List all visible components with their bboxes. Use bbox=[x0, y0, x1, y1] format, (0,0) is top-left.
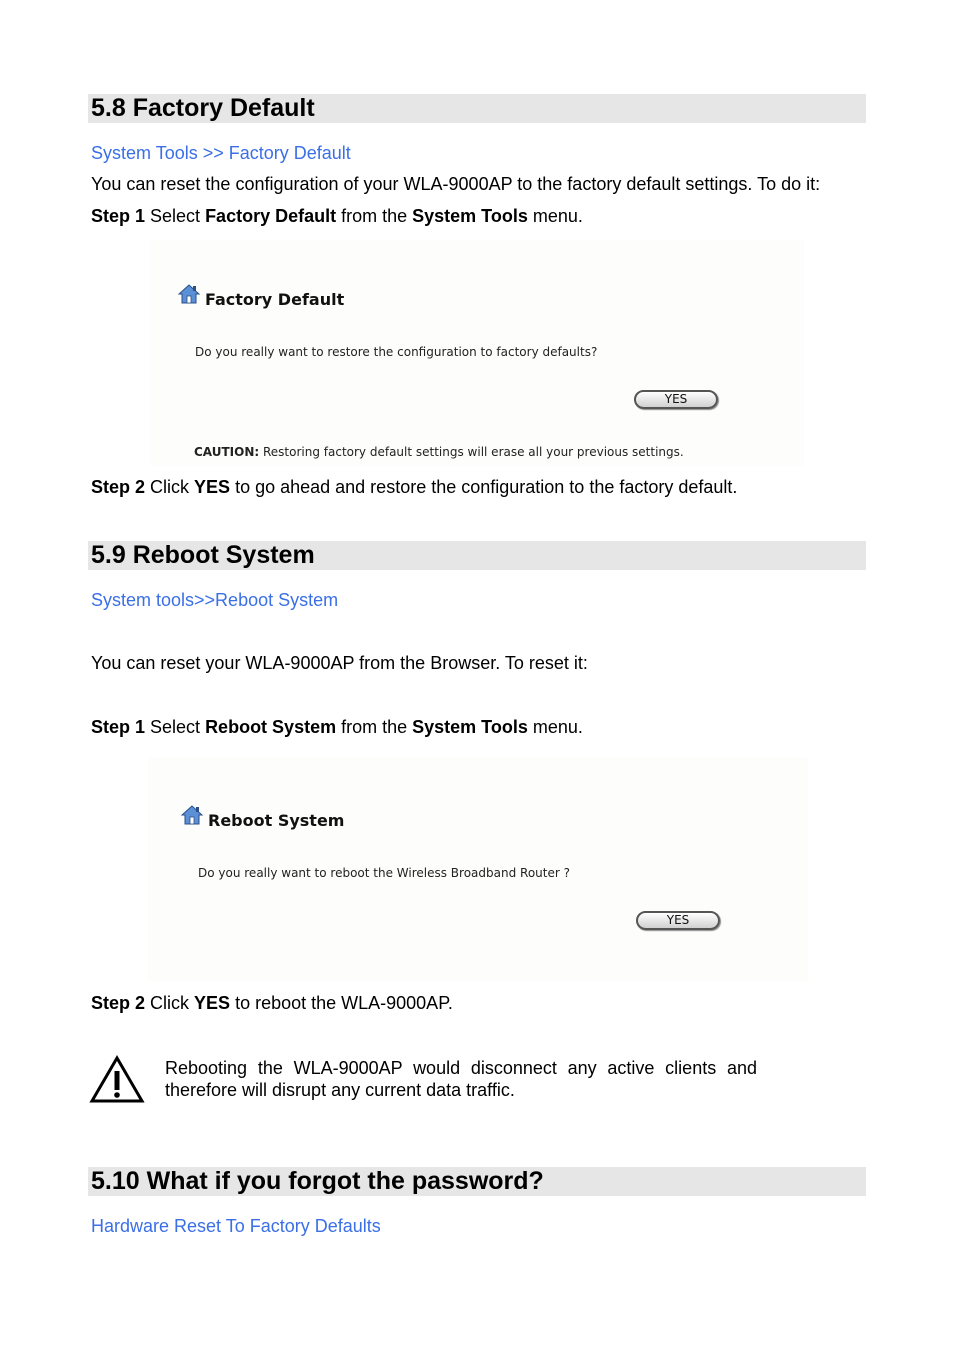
step-bold: Factory Default bbox=[205, 206, 337, 226]
step-label: Step 2 bbox=[91, 477, 146, 497]
home-icon bbox=[178, 284, 200, 304]
screenshot-question: Do you really want to reboot the Wireless Broadband Router ? bbox=[198, 866, 570, 880]
step-bold: YES bbox=[194, 477, 231, 497]
step-text: Select bbox=[145, 206, 206, 226]
step-label: Step 1 bbox=[91, 206, 146, 226]
warning-note: Rebooting the WLA-9000AP would disconnect any active clients and therefore will disrupt any current data traffic. bbox=[165, 1058, 757, 1100]
warning-icon bbox=[89, 1055, 145, 1103]
yes-button[interactable]: YES bbox=[636, 911, 720, 930]
caution-label: CAUTION: bbox=[194, 445, 260, 459]
step-text: to go ahead and restore the configuration to the factory default. bbox=[230, 477, 738, 497]
caution-text: Restoring factory default settings will erase all your previous settings. bbox=[259, 445, 684, 459]
home-icon bbox=[181, 805, 203, 825]
step2-reboot-system bbox=[91, 993, 453, 1014]
step-text: Click bbox=[145, 477, 195, 497]
reboot-system-screenshot bbox=[148, 757, 808, 981]
caution-note bbox=[194, 445, 684, 459]
section-heading-factory-default: 5.8 Factory Default bbox=[88, 94, 866, 123]
step-text: Click bbox=[145, 993, 195, 1013]
section-heading-reboot-system: 5.9 Reboot System bbox=[88, 541, 866, 570]
step-bold: System Tools bbox=[412, 717, 528, 737]
factory-default-screenshot bbox=[150, 240, 804, 466]
step-text: from the bbox=[336, 717, 413, 737]
step-bold: System Tools bbox=[412, 206, 528, 226]
breadcrumb-factory-default[interactable]: System Tools >> Factory Default bbox=[91, 143, 351, 163]
step-bold: YES bbox=[194, 993, 231, 1013]
breadcrumb-hardware-reset[interactable]: Hardware Reset To Factory Defaults bbox=[91, 1216, 381, 1236]
screenshot-question: Do you really want to restore the configuration to factory defaults? bbox=[195, 345, 598, 359]
step-text: Select bbox=[145, 717, 206, 737]
section-heading-forgot-password: 5.10 What if you forgot the password? bbox=[88, 1167, 866, 1196]
step-text: menu. bbox=[527, 206, 583, 226]
screenshot-title: Reboot System bbox=[208, 811, 345, 830]
step-text: from the bbox=[336, 206, 413, 226]
step1-reboot-system bbox=[91, 717, 583, 738]
step2-factory-default bbox=[91, 477, 737, 498]
step-label: Step 2 bbox=[91, 993, 146, 1013]
breadcrumb-reboot-system[interactable]: System tools>>Reboot System bbox=[91, 590, 339, 610]
intro-reboot-system: You can reset your WLA-9000AP from the Browser. To reset it: bbox=[91, 653, 588, 673]
yes-button[interactable]: YES bbox=[634, 390, 718, 409]
step-label: Step 1 bbox=[91, 717, 146, 737]
screenshot-title: Factory Default bbox=[205, 290, 345, 309]
intro-factory-default: You can reset the configuration of your WLA-9000AP to the factory default settings. To do it: bbox=[91, 174, 821, 194]
step-bold: Reboot System bbox=[205, 717, 337, 737]
step1-factory-default bbox=[91, 206, 583, 227]
step-text: to reboot the WLA-9000AP. bbox=[230, 993, 453, 1013]
step-text: menu. bbox=[527, 717, 583, 737]
